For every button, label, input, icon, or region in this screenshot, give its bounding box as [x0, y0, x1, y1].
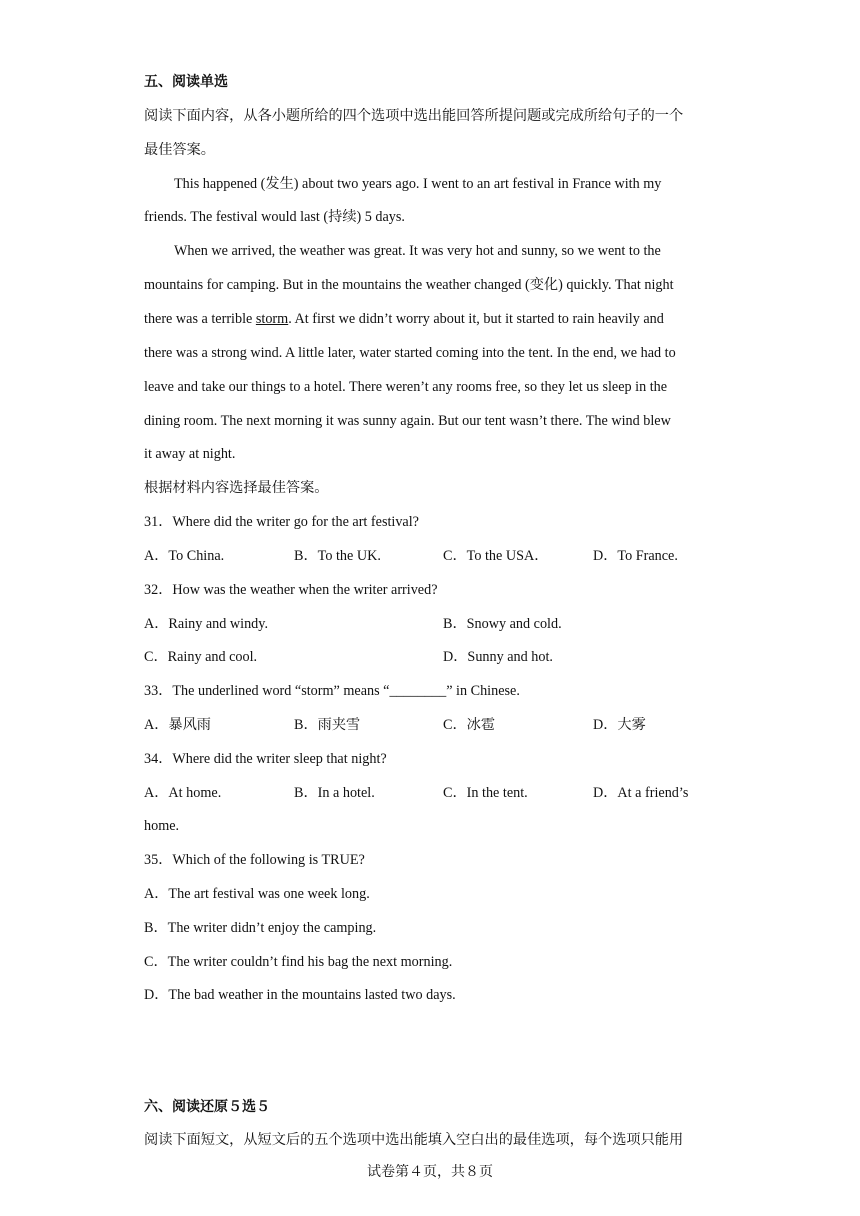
passage-paragraph-2-line-4: there was a strong wind. A little later, water started coming into the tent. In the end, we had to [144, 345, 676, 361]
passage-paragraph-2-line-5: leave and take our things to a hotel. There weren’t any rooms free, so they let us sleep in the [144, 379, 668, 395]
section-instruction-line-2: 最佳答案。 [144, 142, 215, 158]
question-33-option-a: A．暴风雨 [144, 717, 211, 733]
page-footer: 试卷第４页，共８页 [367, 1165, 493, 1180]
passage-paragraph-1-line-2: friends. The festival would last (持续) 5 days. [144, 209, 405, 225]
question-34-option-b: B．In a hotel. [294, 785, 375, 801]
section-instruction-line-1: 阅读下面内容，从各小题所给的四个选项中选出能回答所提问题或完成所给句子的一个 [144, 108, 684, 124]
passage-text: there was a terrible [144, 311, 256, 327]
question-34-option-a: A．At home. [144, 785, 222, 801]
question-34-option-d-wrap: home. [144, 818, 180, 834]
question-34-option-d: D．At a friend’s [593, 785, 689, 801]
question-31-option-d: D．To France. [593, 548, 678, 564]
passage-paragraph-1-line-1: This happened (发生) about two years ago. I went to an art festival in France with my [174, 176, 662, 192]
question-33-option-b: B．雨夹雪 [294, 717, 361, 733]
question-31-stem: 31．Where did the writer go for the art festival? [144, 514, 419, 530]
passage-paragraph-2-line-1: When we arrived, the weather was great. It was very hot and sunny, so we went to the [174, 243, 661, 259]
passage-paragraph-2-line-6: dining room. The next morning it was sunny again. But our tent wasn’t there. The wind blew [144, 413, 671, 429]
question-31-option-c: C．To the USA． [443, 548, 549, 564]
question-35-option-c: C．The writer couldn’t find his bag the next morning. [144, 954, 453, 970]
question-32-option-c: C．Rainy and cool. [144, 649, 258, 665]
passage-text: . At first we didn’t worry about it, but it started to rain heavily and [288, 311, 664, 327]
passage-paragraph-2-line-7: it away at night. [144, 446, 236, 462]
passage-paragraph-2-line-2: mountains for camping. But in the mountains the weather changed (变化) quickly. That night [144, 277, 674, 293]
section-heading-reading-choice: 五、阅读单选 [144, 74, 228, 90]
question-35-option-a: A．The art festival was one week long. [144, 886, 370, 902]
question-33-option-c: C．冰雹 [443, 717, 496, 733]
question-34-option-c: C．In the tent. [443, 785, 528, 801]
section-6-instruction-line-1: 阅读下面短文，从短文后的五个选项中选出能填入空白出的最佳选项，每个选项只能用 [144, 1132, 684, 1148]
question-33-stem: 33．The underlined word “storm” means “________” in Chinese. [144, 683, 520, 699]
question-31-option-a: A．To China. [144, 548, 225, 564]
question-32-option-a: A．Rainy and windy. [144, 616, 268, 632]
question-34-stem: 34．Where did the writer sleep that night? [144, 751, 387, 767]
question-35-option-b: B．The writer didn’t enjoy the camping. [144, 920, 377, 936]
question-35-stem: 35．Which of the following is TRUE? [144, 852, 365, 868]
question-33-option-d: D．大雾 [593, 717, 646, 733]
section-heading-reading-restore: 六、阅读还原５选５ [144, 1099, 270, 1115]
question-prompt: 根据材料内容选择最佳答案。 [144, 480, 329, 496]
question-32-option-b: B．Snowy and cold. [443, 616, 562, 632]
question-35-option-d: D．The bad weather in the mountains lasted two days. [144, 987, 456, 1003]
question-32-option-d: D．Sunny and hot. [443, 649, 553, 665]
question-32-stem: 32．How was the weather when the writer arrived? [144, 582, 438, 598]
underlined-word-storm: storm [255, 311, 289, 327]
passage-paragraph-2-line-3 [144, 309, 664, 329]
question-31-option-b: B．To the UK. [294, 548, 381, 564]
